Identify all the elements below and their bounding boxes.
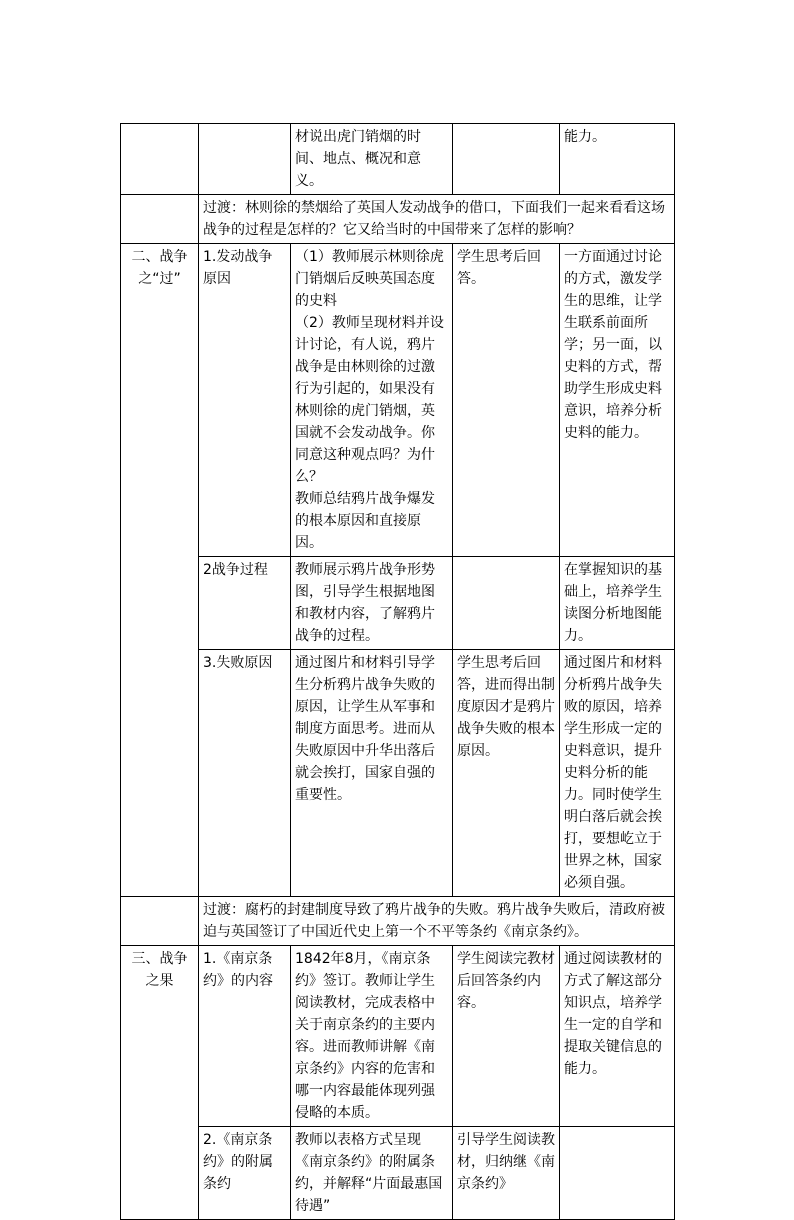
table-row xyxy=(121,1127,675,1220)
content-paragraph: （1）教师展示林则徐虎门销烟后反映英国态度的史料 xyxy=(295,249,444,309)
content-paragraph: 教师总结鸦片战争爆发的根本原因和直接原因。 xyxy=(295,491,435,551)
intent-cell: 一方面通过讨论的方式，激发学生的思维，让学生联系前面所学；另一面，以史料的方式，帮助学生形成史料意识，培养分析史料的能力。 xyxy=(560,244,675,557)
student-cell: 学生思考后回答。 xyxy=(453,244,560,557)
student-cell xyxy=(453,557,560,650)
intent-cell xyxy=(560,1127,675,1220)
student-cell: 学生思考后回答，进而得出制度原因才是鸦片战争失败的根本原因。 xyxy=(453,650,560,897)
step-cell: 1.《南京条约》的内容 xyxy=(199,946,291,1127)
transition-text: 过渡：腐朽的封建制度导致了鸦片战争的失败。鸦片战争失败后，清政府被迫与英国签订了中国近代史上第一个不平等条约《南京条约》。 xyxy=(199,897,675,946)
transition-row xyxy=(121,897,675,946)
step-cell: 2.《南京条约》的附属条约 xyxy=(199,1127,291,1220)
stage-cell xyxy=(121,897,199,946)
step-cell: 3.失败原因 xyxy=(199,650,291,897)
intent-cell: 通过阅读教材的方式了解这部分知识点，培养学生一定的自学和提取关键信息的能力。 xyxy=(560,946,675,1127)
content-cell: 教师展示鸦片战争形势图，引导学生根据地图和教材内容，了解鸦片战争的过程。 xyxy=(291,557,453,650)
student-cell: 引导学生阅读教材，归纳继《南京条约》 xyxy=(453,1127,560,1220)
content-cell: 教师以表格方式呈现《南京条约》的附属条约，并解释“片面最惠国待遇” xyxy=(291,1127,453,1220)
content-cell: 1842年8月，《南京条约》签订。教师让学生阅读教材，完成表格中关于南京条约的主要内容。进而教师讲解《南京条约》内容的危害和哪一内容最能体现列强侵略的本质。 xyxy=(291,946,453,1127)
intent-cell: 在掌握知识的基础上，培养学生读图分析地图能力。 xyxy=(560,557,675,650)
content-cell: 通过图片和材料引导学生分析鸦片战争失败的原因，让学生从军事和制度方面思考。进而从失败原因中升华出落后就会挨打，国家自强的重要性。 xyxy=(291,650,453,897)
stage-cell xyxy=(121,195,199,244)
table-row xyxy=(121,244,675,557)
stage-cell xyxy=(121,124,199,195)
stage-label: 二、战争之“过” xyxy=(121,244,199,897)
student-cell xyxy=(453,124,560,195)
table-row xyxy=(121,650,675,897)
table-row xyxy=(121,946,675,1127)
stage-label: 三、战争之果 xyxy=(121,946,199,1220)
step-cell: 1.发动战争原因 xyxy=(199,244,291,557)
content-paragraph: （2）教师呈现材料并设计讨论，有人说，鸦片战争是由林则徐的过激行为引起的，如果没有林则徐的虎门销烟，英国就不会发动战争。你同意这种观点吗？为什么？ xyxy=(295,315,444,485)
content-cell: 材说出虎门销烟的时间、地点、概况和意义。 xyxy=(291,124,453,195)
transition-text: 过渡：林则徐的禁烟给了英国人发动战争的借口，下面我们一起来看看这场战争的过程是怎样的？它又给当时的中国带来了怎样的影响？ xyxy=(199,195,675,244)
step-cell xyxy=(199,124,291,195)
table-row xyxy=(121,124,675,195)
content-cell xyxy=(291,244,453,557)
student-cell: 学生阅读完教材后回答条约内容。 xyxy=(453,946,560,1127)
table-row xyxy=(121,557,675,650)
step-cell: 2战争过程 xyxy=(199,557,291,650)
intent-cell: 能力。 xyxy=(560,124,675,195)
intent-cell: 通过图片和材料分析鸦片战争失败的原因，培养学生形成一定的史料意识，提升史料分析的能力。同时使学生明白落后就会挨打，要想屹立于世界之林，国家必须自强。 xyxy=(560,650,675,897)
lesson-plan-table xyxy=(120,123,675,1220)
transition-row xyxy=(121,195,675,244)
